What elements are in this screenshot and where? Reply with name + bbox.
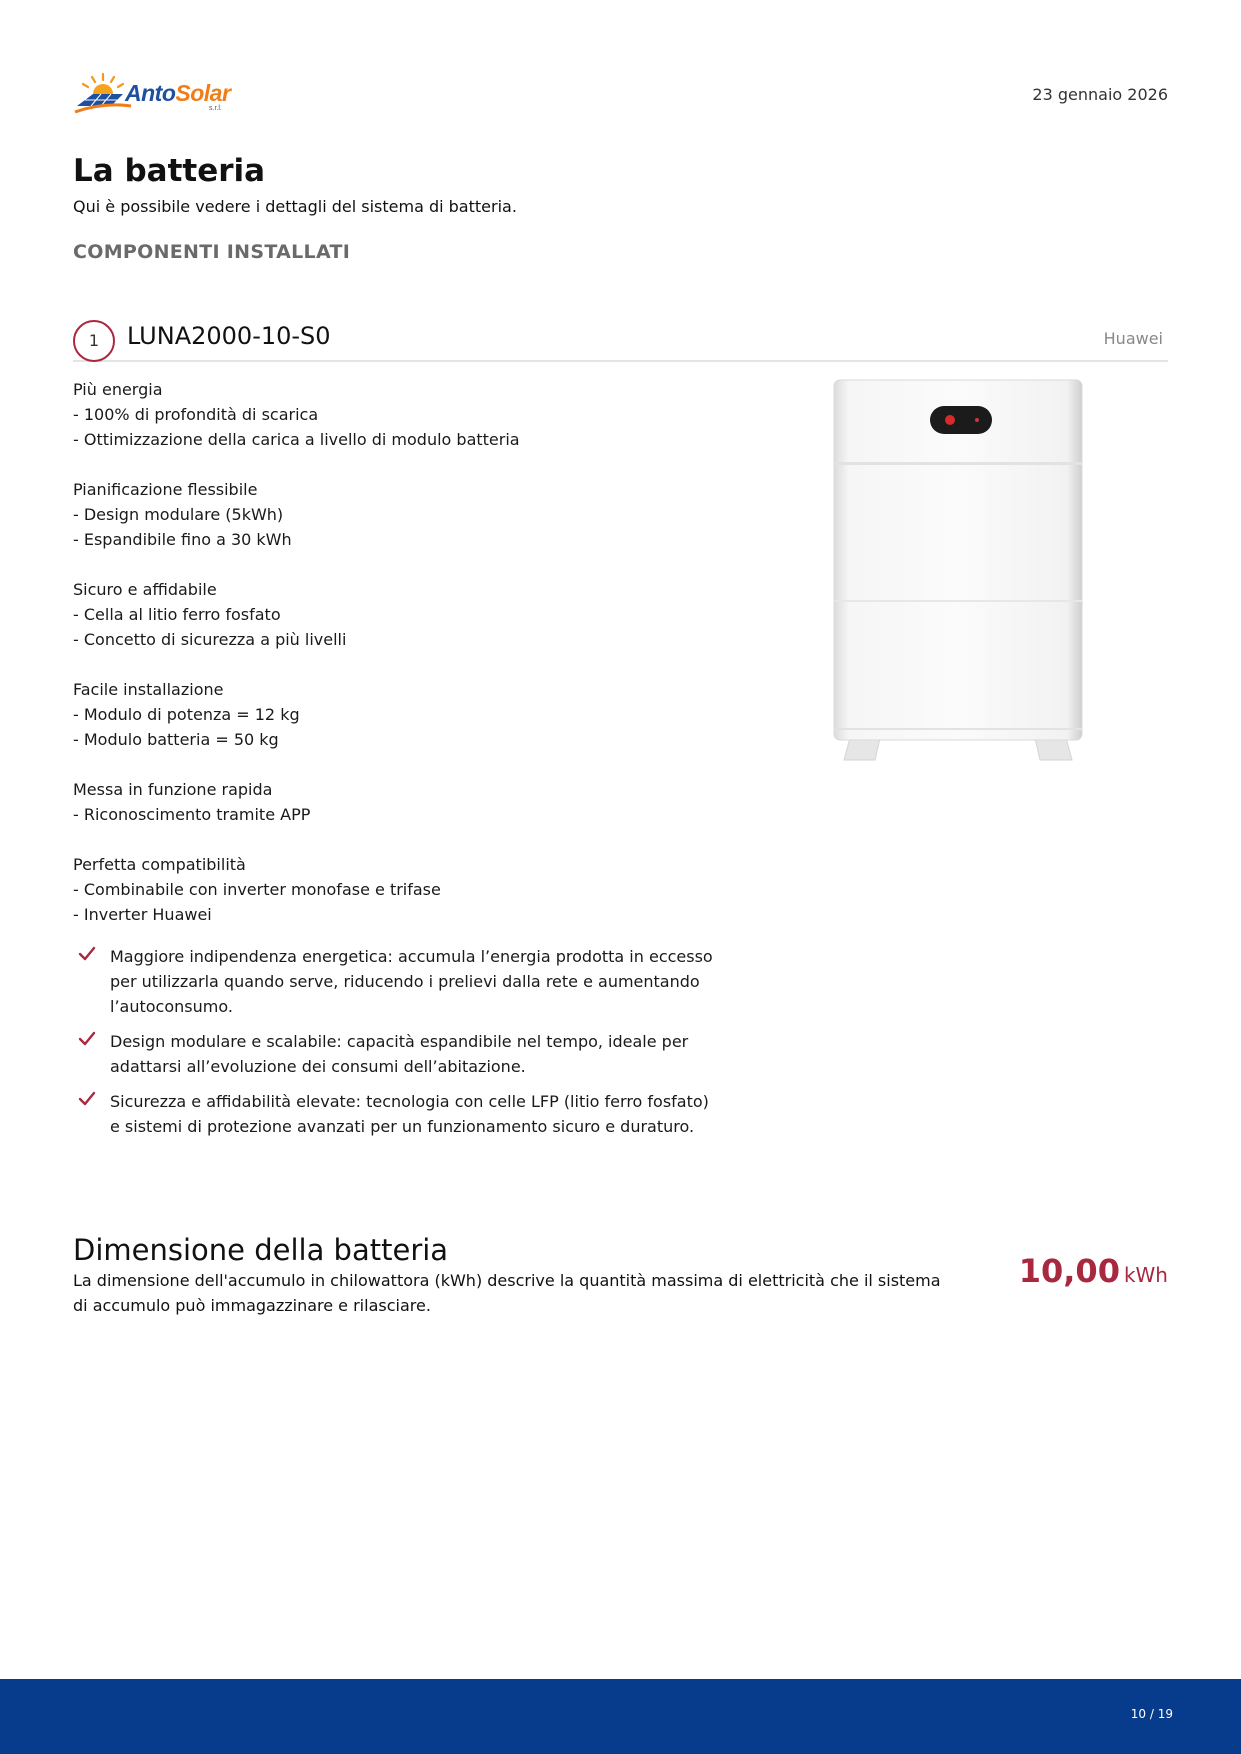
document-date: 23 gennaio 2026: [1032, 85, 1168, 104]
feature-group-title: Messa in funzione rapida: [73, 780, 273, 799]
feature-group: [73, 777, 733, 827]
battery-size-description: La dimensione dell'accumulo in chilowattora (kWh) descrive la quantità massima di elettricità che il sistema di accumulo può immagazzinare e rilasciare.: [73, 1271, 941, 1315]
benefit-item: [73, 944, 723, 1019]
checkmark-icon: [78, 1030, 96, 1048]
battery-capacity-unit: kWh: [1123, 1263, 1168, 1287]
feature-item: - Espandibile fino a 30 kWh: [73, 530, 292, 549]
component-name: LUNA2000-10-S0: [127, 322, 331, 350]
feature-group-title: Pianificazione flessibile: [73, 480, 258, 499]
checkmark-icon: [78, 1090, 96, 1108]
feature-item: - Concetto di sicurezza a più livelli: [73, 630, 347, 649]
benefit-text: Design modulare e scalabile: capacità espandibile nel tempo, ideale per adattarsi all’evoluzione dei consumi dell’abitazione.: [110, 1032, 689, 1076]
component-number-badge: 1: [73, 320, 115, 362]
benefit-text: Sicurezza e affidabilità elevate: tecnologia con celle LFP (litio ferro fosfato) e sistemi di protezione avanzati per un funzionamento sicuro e duraturo.: [110, 1092, 709, 1136]
benefit-text: Maggiore indipendenza energetica: accumula l’energia prodotta in eccesso per utilizzarla quando serve, riducendo i prelievi dalla rete e aumentando l’autoconsumo.: [110, 947, 713, 1016]
feature-group: [73, 477, 733, 552]
benefit-checklist: [73, 944, 723, 1149]
feature-item: - Combinabile con inverter monofase e trifase: [73, 880, 441, 899]
battery-size-title: Dimensione della batteria: [73, 1233, 449, 1267]
battery-size-value: [1019, 1252, 1168, 1290]
benefit-item: [73, 1089, 723, 1139]
page-number: 10 / 19: [1130, 1707, 1173, 1721]
feature-list: [73, 377, 733, 927]
logo-wordmark: AntoSolar: [125, 80, 231, 106]
feature-group-title: Sicuro e affidabile: [73, 580, 217, 599]
feature-item: - 100% di profondità di scarica: [73, 405, 319, 424]
battery-product-image: [830, 378, 1085, 763]
sun-panel-logo-icon: [73, 72, 133, 118]
page-subtitle: Qui è possibile vedere i dettagli del sistema di batteria.: [73, 197, 517, 216]
feature-group: [73, 852, 733, 927]
feature-group-title: Perfetta compatibilità: [73, 855, 246, 874]
feature-item: - Modulo batteria = 50 kg: [73, 730, 279, 749]
checkmark-icon: [78, 945, 96, 963]
feature-item: - Inverter Huawei: [73, 905, 212, 924]
feature-group-title: Più energia: [73, 380, 163, 399]
benefit-item: [73, 1029, 723, 1079]
feature-group: [73, 377, 733, 452]
company-logo: [73, 72, 233, 122]
component-brand: Huawei: [1103, 329, 1163, 348]
feature-item: - Ottimizzazione della carica a livello di modulo batteria: [73, 430, 520, 449]
component-header: [73, 320, 1168, 362]
feature-item: - Design modulare (5kWh): [73, 505, 284, 524]
feature-group-title: Facile installazione: [73, 680, 224, 699]
section-label: COMPONENTI INSTALLATI: [73, 241, 351, 263]
page-title: La batteria: [73, 153, 266, 189]
feature-group: [73, 677, 733, 752]
page-footer: [0, 1679, 1241, 1754]
feature-group: [73, 577, 733, 652]
feature-item: - Riconoscimento tramite APP: [73, 805, 311, 824]
feature-item: - Cella al litio ferro fosfato: [73, 605, 281, 624]
feature-item: - Modulo di potenza = 12 kg: [73, 705, 300, 724]
logo-suffix: s.r.l.: [209, 105, 222, 112]
battery-capacity-number: 10,00: [1018, 1252, 1120, 1290]
